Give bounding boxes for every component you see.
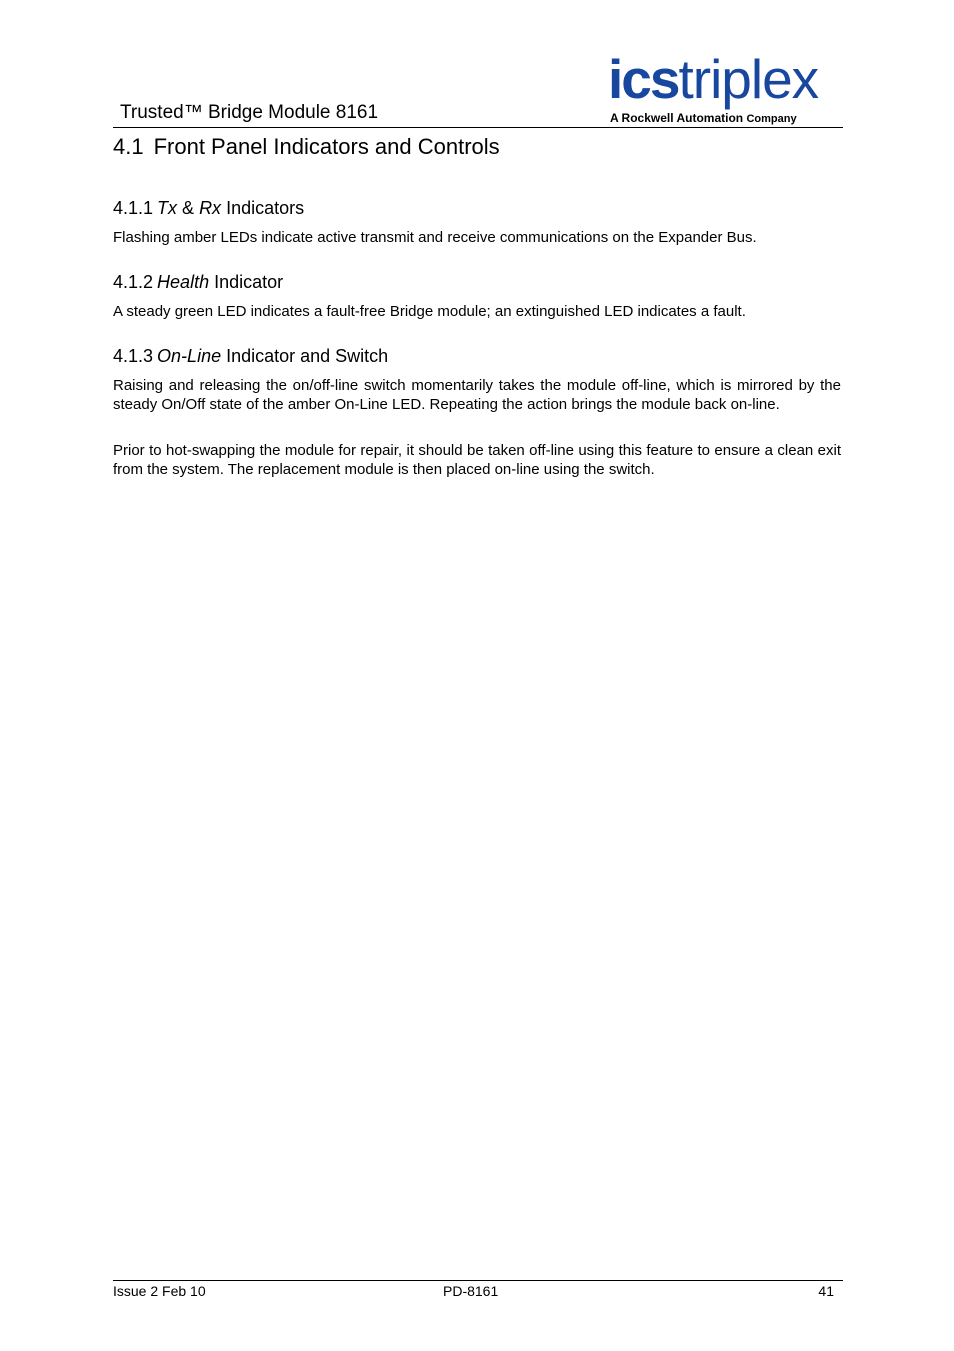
subsection-heading-health bbox=[113, 271, 283, 293]
logo-company-text: Company bbox=[746, 113, 797, 125]
section-heading bbox=[113, 133, 500, 160]
paragraph: Flashing amber LEDs indicate active transmit and receive communications on the Expander Bus. bbox=[113, 229, 757, 246]
subsection-heading-on-line bbox=[113, 345, 388, 367]
running-header-title: Trusted™ Bridge Module 8161 bbox=[120, 102, 379, 123]
subsection-number: 4.1.1 bbox=[113, 198, 154, 218]
subsection-title-italic: Rx bbox=[199, 198, 222, 218]
logo-wordmark bbox=[608, 50, 818, 108]
subsection-heading-tx-rx bbox=[113, 197, 304, 219]
paragraph: A steady green LED indicates a fault-free Bridge module; an extinguished LED indicates a fault. bbox=[113, 303, 746, 320]
paragraph: Raising and releasing the on/off-line switch momentarily takes the module off-line, which is mirrored by the steady On/Off state of the amber On-Line LED. Repeating the action brings the module back on-line. bbox=[113, 377, 841, 413]
subsection-number: 4.1.2 bbox=[113, 272, 154, 292]
footer-document-id: PD-8161 bbox=[443, 1283, 499, 1299]
footer-issue: Issue 2 Feb 10 bbox=[113, 1283, 206, 1299]
section-number: 4.1 bbox=[113, 134, 144, 159]
subsection-title-mid: & bbox=[177, 198, 200, 218]
ics-triplex-logo bbox=[608, 50, 844, 128]
logo-ics: ics bbox=[608, 48, 679, 110]
logo-tagline bbox=[610, 111, 797, 126]
subsection-title-rest: Indicator and Switch bbox=[221, 346, 389, 366]
subsection-title-italic: On-Line bbox=[157, 346, 222, 366]
subsection-title-rest: Indicator bbox=[209, 272, 284, 292]
subsection-title-italic: Tx bbox=[157, 198, 178, 218]
subsection-title-rest: Indicators bbox=[221, 198, 305, 218]
logo-tagline-text: A Rockwell Automation bbox=[610, 111, 744, 125]
header-divider bbox=[113, 127, 843, 128]
subsection-title-italic: Health bbox=[157, 272, 210, 292]
footer-page-number: 41 bbox=[818, 1283, 834, 1299]
paragraph: Prior to hot-swapping the module for repair, it should be taken off-line using this feature to ensure a clean exit from the system. The replacement module is then placed on-line using the switch. bbox=[113, 442, 841, 478]
subsection-number: 4.1.3 bbox=[113, 346, 154, 366]
footer-divider bbox=[113, 1280, 843, 1281]
logo-triplex: triplex bbox=[678, 48, 819, 110]
section-title: Front Panel Indicators and Controls bbox=[153, 134, 500, 159]
